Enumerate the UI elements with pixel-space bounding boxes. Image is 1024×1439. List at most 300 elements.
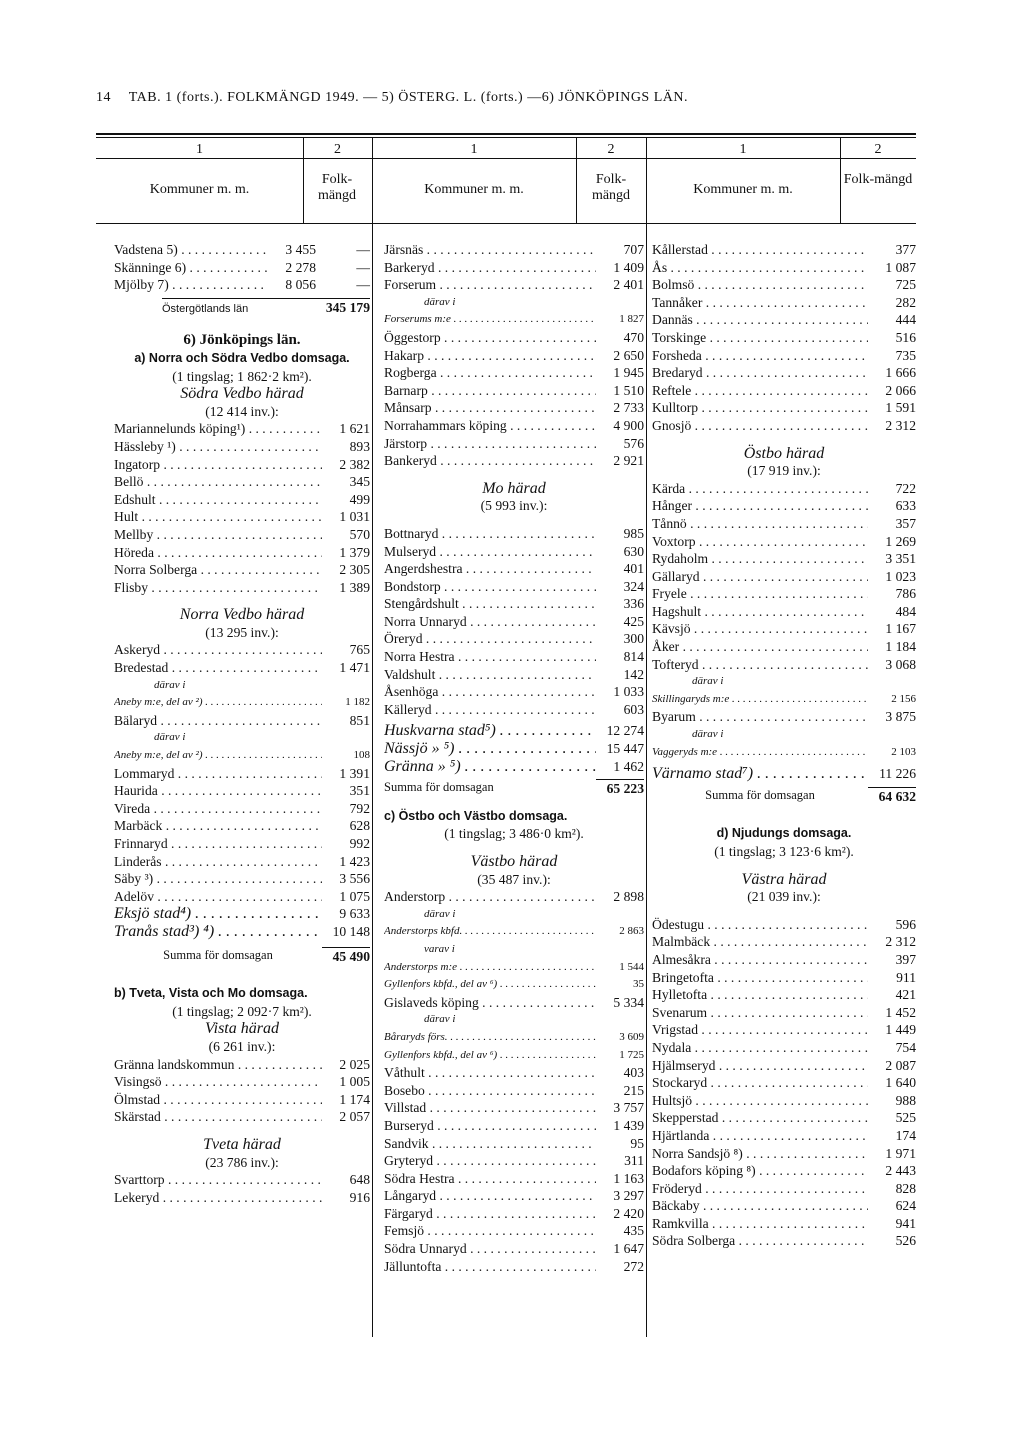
table-row xyxy=(652,550,916,568)
row-name: Gränna landskommun . . . xyxy=(114,1056,322,1074)
row-value: 1 075 xyxy=(339,888,370,904)
row-name: Öggestorp . . . xyxy=(384,329,596,347)
col-number: 2 xyxy=(334,142,341,157)
harad-inhabitants: (12 414 inv.): xyxy=(205,403,279,419)
row-name: Anderstorps kbfd. . . . xyxy=(384,923,596,941)
sub-row xyxy=(114,694,370,712)
domsaga-heading: d) Njudungs domsaga. xyxy=(716,826,852,841)
rows xyxy=(652,480,916,762)
table-row xyxy=(384,241,644,259)
harad-inhabitants: (35 487 inv.): xyxy=(477,871,551,887)
row-name: Forserum . . . xyxy=(384,276,596,294)
row-value: 8 056 xyxy=(285,277,316,293)
table-row xyxy=(114,526,370,544)
row-name: Hånger . . . xyxy=(652,497,868,515)
table-row xyxy=(652,1057,916,1075)
row-name: Norra Sandsjö ⁸) . . . xyxy=(652,1145,868,1163)
row-value: 2 733 xyxy=(613,400,644,416)
table-row xyxy=(652,276,916,294)
row-value xyxy=(868,673,916,691)
row-name: Skänninge 6) . . . xyxy=(114,259,268,277)
row-value: 3 757 xyxy=(613,1100,644,1116)
sub-row xyxy=(384,906,644,924)
table-row xyxy=(384,578,644,596)
table-row xyxy=(384,259,644,277)
table-row xyxy=(652,969,916,987)
row-value: 1 167 xyxy=(885,621,916,637)
row-value: 1 449 xyxy=(885,1022,916,1038)
row-name: Ödestugu . . . xyxy=(652,916,868,934)
col-heading-kommuner: Kommuner m. m. xyxy=(149,182,250,197)
row-name: Almesåkra . . . xyxy=(652,951,868,969)
row-name: Vrigstad . . . xyxy=(652,1021,868,1039)
row-value: 5 334 xyxy=(613,994,644,1010)
table-row xyxy=(384,382,644,400)
row-value: 1 423 xyxy=(339,853,370,869)
row-value: 570 xyxy=(349,526,370,542)
row-name: Färgaryd . . . xyxy=(384,1205,596,1223)
city-row xyxy=(384,758,644,776)
table-row xyxy=(384,701,644,719)
row-value: 1 163 xyxy=(613,1170,644,1186)
domsaga-heading: b) Tveta, Vista och Mo domsaga. xyxy=(114,986,308,1001)
row-name: Bankeryd . . . xyxy=(384,452,596,470)
row-name: Byarum . . . xyxy=(652,708,868,726)
row-name: Ölmstad . . . xyxy=(114,1091,322,1109)
county-value: 345 179 xyxy=(325,299,370,315)
table-row xyxy=(114,1189,370,1207)
domsaga-heading: a) Norra och Södra Vedbo domsaga. xyxy=(134,350,350,365)
tingslag-note: (1 tingslag; 2 092·7 km²). xyxy=(172,1003,312,1019)
row-extra: — xyxy=(356,277,370,293)
row-name: Angerdshestra . . . xyxy=(384,560,596,578)
table-row xyxy=(652,515,916,533)
table-row xyxy=(384,1240,644,1258)
table-row xyxy=(384,630,644,648)
table-row xyxy=(652,1004,916,1022)
row-value: 2 057 xyxy=(339,1109,370,1125)
row-value: 336 xyxy=(623,596,644,612)
row-value: 1 510 xyxy=(613,382,644,398)
row-value: 108 xyxy=(353,749,370,762)
row-name: Kållerstad . . . xyxy=(652,241,868,259)
row-name: Hjälmseryd . . . xyxy=(652,1057,868,1075)
rows xyxy=(114,1056,370,1126)
county-title: 6) Jönköpings län. xyxy=(183,332,301,349)
row-value: 2 156 xyxy=(891,692,916,705)
rows xyxy=(384,525,644,719)
row-value: 630 xyxy=(623,543,644,559)
table-row xyxy=(384,347,644,365)
table-row xyxy=(384,888,644,906)
row-name: Lommaryd . . . xyxy=(114,765,322,783)
row-name: Kulltorp . . . xyxy=(652,399,868,417)
row-name: Hult . . . xyxy=(114,508,322,526)
row-name: Skärstad . . . xyxy=(114,1108,322,1126)
row-value: 916 xyxy=(349,1189,370,1205)
row-value: 3 351 xyxy=(885,551,916,567)
row-value: 1 389 xyxy=(339,579,370,595)
row-value xyxy=(868,726,916,744)
table-row xyxy=(114,888,370,906)
row-value: 142 xyxy=(623,666,644,682)
table-row xyxy=(652,382,916,400)
summa-label: Summa för domsagan xyxy=(384,780,494,795)
row-value: 985 xyxy=(623,525,644,541)
row-name: därav i xyxy=(692,728,724,741)
row-value: 174 xyxy=(895,1127,916,1143)
row-name: Gnosjö . . . xyxy=(652,417,868,435)
row-name: Kärda . . . xyxy=(652,480,868,498)
table-row xyxy=(652,1109,916,1127)
row-value: 1 182 xyxy=(345,696,370,709)
row-value: 786 xyxy=(895,586,916,602)
city-value: 15 447 xyxy=(606,741,644,757)
row-name: Öreryd . . . xyxy=(384,630,596,648)
row-value: 633 xyxy=(895,498,916,514)
row-value: 992 xyxy=(349,836,370,851)
row-value: 2 401 xyxy=(613,277,644,293)
table-row xyxy=(384,595,644,613)
table-row xyxy=(652,1215,916,1233)
table-row xyxy=(384,417,644,435)
row-name: Mariannelunds köping¹) . . . xyxy=(114,420,322,438)
sub-row xyxy=(114,677,370,695)
sub-row xyxy=(384,311,644,329)
table-row xyxy=(652,1039,916,1057)
row-name: Järstorp . . . xyxy=(384,435,596,453)
row-name: Båraryds förs. . . . xyxy=(384,1029,596,1047)
row-value: 3 609 xyxy=(619,1030,644,1043)
row-name: Dannäs . . . xyxy=(652,311,868,329)
row-value xyxy=(596,941,644,959)
table-row xyxy=(652,1127,916,1145)
county-label: Östergötlands län xyxy=(162,302,249,315)
column-2 xyxy=(384,241,644,1275)
row-value: 1 647 xyxy=(613,1241,644,1257)
row-value: 893 xyxy=(349,438,370,454)
row-value: 814 xyxy=(623,649,644,665)
table-row xyxy=(114,473,370,491)
table-row xyxy=(114,438,370,456)
sub-row xyxy=(652,691,916,709)
row-name: Fröderyd . . . xyxy=(652,1180,868,1198)
row-name: Bosebo . . . xyxy=(384,1082,596,1100)
table-row xyxy=(384,613,644,631)
table-row xyxy=(652,1162,916,1180)
row-value xyxy=(596,1011,644,1029)
top-rule-thin xyxy=(96,137,916,138)
row-name: därav i xyxy=(424,295,456,308)
col-heading-folkmangd: Folk-mängd xyxy=(317,172,357,203)
summa-value: 65 223 xyxy=(596,779,644,798)
col-heading-kommuner: Kommuner m. m. xyxy=(693,182,793,197)
row-name: Mulseryd . . . xyxy=(384,543,596,561)
row-name: Södra Unnaryd . . . xyxy=(384,1240,596,1258)
col-number: 1 xyxy=(196,142,203,157)
row-value: 272 xyxy=(623,1258,644,1274)
row-name: Flisby . . . xyxy=(114,579,322,597)
row-value: 3 068 xyxy=(885,656,916,672)
row-name: Svarttorp . . . xyxy=(114,1171,322,1189)
row-extra: — xyxy=(356,242,370,257)
table-row xyxy=(384,648,644,666)
row-name: Fryele . . . xyxy=(652,585,868,603)
row-value xyxy=(322,729,370,747)
row-value: 2 420 xyxy=(613,1205,644,1221)
col-divider xyxy=(646,137,647,1337)
row-value: 851 xyxy=(349,712,370,728)
page-title: TAB. 1 (forts.). FOLKMÄNGD 1949. — 5) ÖSTERG. L. (forts.) —6) JÖNKÖPINGS LÄN. xyxy=(128,90,688,105)
table-row xyxy=(652,480,916,498)
row-value: 444 xyxy=(895,312,916,328)
row-value: 1 033 xyxy=(613,684,644,700)
city-value: 1 462 xyxy=(613,758,644,774)
city-name: Gränna » ⁵) . . . xyxy=(384,758,596,776)
table-row xyxy=(114,241,370,259)
col-heading-folkmangd: Folk-mängd xyxy=(591,172,631,203)
table-row xyxy=(384,1064,644,1082)
harad-inhabitants: (23 786 inv.): xyxy=(205,1154,279,1170)
row-name: Valdshult . . . xyxy=(384,666,596,684)
row-name: Forserums m:e . . . xyxy=(384,311,596,329)
row-value: 397 xyxy=(895,951,916,967)
row-name: Gyllenfors kbfd., del av ⁶) . . . xyxy=(384,976,596,994)
table-row xyxy=(652,311,916,329)
rows xyxy=(114,641,370,905)
row-name: varav i xyxy=(424,942,455,955)
row-value: 2 025 xyxy=(339,1056,370,1072)
rows xyxy=(652,916,916,1250)
rows xyxy=(652,241,916,435)
row-value: 215 xyxy=(623,1082,644,1098)
summa-label: Summa för domsagan xyxy=(705,787,815,802)
row-name: Voxtorp . . . xyxy=(652,533,868,551)
row-value: 1 379 xyxy=(339,544,370,560)
row-value: 377 xyxy=(895,242,916,257)
row-value: 345 xyxy=(349,474,370,490)
row-name: Rydaholm . . . xyxy=(652,550,868,568)
row-name: Åker . . . xyxy=(652,638,868,656)
row-name: Bälaryd . . . xyxy=(114,712,322,730)
table-row xyxy=(652,259,916,277)
table-row xyxy=(384,1152,644,1170)
page-number: 14 xyxy=(96,90,111,105)
row-name: Villstad . . . xyxy=(384,1099,596,1117)
harad-heading: Västbo härad xyxy=(470,853,558,870)
table-row xyxy=(652,497,916,515)
table-row xyxy=(652,585,916,603)
sub-row xyxy=(384,294,644,312)
table-row xyxy=(652,294,916,312)
row-name: Skillingaryds m:e . . . xyxy=(652,691,868,709)
city-value: 9 633 xyxy=(339,906,370,922)
table-row xyxy=(114,1056,370,1074)
table-row xyxy=(652,347,916,365)
row-value: 351 xyxy=(349,783,370,799)
domsaga-heading: c) Östbo och Västbo domsaga. xyxy=(384,808,568,823)
row-value: 1 971 xyxy=(885,1145,916,1161)
row-name: Ås . . . xyxy=(652,259,868,277)
col-number: 2 xyxy=(607,142,615,157)
row-name: Bolmsö . . . xyxy=(652,276,868,294)
row-name: Våthult . . . xyxy=(384,1064,596,1082)
row-name: Bredaryd . . . xyxy=(652,364,868,382)
summa-value: 45 490 xyxy=(322,947,370,966)
sub-row xyxy=(114,747,370,765)
row-name: därav i xyxy=(424,907,456,920)
row-value: 1 471 xyxy=(339,660,370,676)
table-row xyxy=(384,1222,644,1240)
row-name: Hultsjö . . . xyxy=(652,1092,868,1110)
sub-row xyxy=(114,729,370,747)
harad-inhabitants: (21 039 inv.): xyxy=(747,889,821,905)
row-name: Bäckaby . . . xyxy=(652,1197,868,1215)
city-row xyxy=(114,905,370,923)
city-value: 10 148 xyxy=(332,923,370,939)
sub-row xyxy=(384,959,644,977)
row-name: Gällaryd . . . xyxy=(652,568,868,586)
row-value: 1 087 xyxy=(885,259,916,275)
row-value: 603 xyxy=(623,701,644,717)
table-row xyxy=(652,603,916,621)
table-row xyxy=(652,533,916,551)
table-row xyxy=(652,1021,916,1039)
row-value: 526 xyxy=(895,1233,916,1249)
city-name: Tranås stad³) ⁴) . . . xyxy=(114,923,322,941)
row-name: Långaryd . . . xyxy=(384,1187,596,1205)
row-value: 311 xyxy=(624,1153,644,1169)
row-value: 2 312 xyxy=(885,934,916,950)
col-number: 1 xyxy=(739,142,747,157)
table-row xyxy=(114,1171,370,1189)
table-row xyxy=(114,765,370,783)
city-row xyxy=(114,923,370,941)
row-name: Bodafors köping ⁸) . . . xyxy=(652,1162,868,1180)
sub-row xyxy=(384,976,644,994)
row-value: 1 827 xyxy=(619,313,644,326)
row-value: 499 xyxy=(349,491,370,507)
table-row xyxy=(384,1170,644,1188)
row-name: Kävsjö . . . xyxy=(652,620,868,638)
table-row xyxy=(652,417,916,435)
row-value: 1 174 xyxy=(339,1091,370,1107)
row-name: Hässleby ¹) . . . xyxy=(114,438,322,456)
row-name: Femsjö . . . xyxy=(384,1222,596,1240)
col-heading-kommuner: Kommuner m. m. xyxy=(424,182,524,197)
row-value: 484 xyxy=(895,603,916,619)
table-row xyxy=(114,1073,370,1091)
table-row xyxy=(384,452,644,470)
row-name: Bredestad . . . xyxy=(114,659,322,677)
sub-row xyxy=(652,673,916,691)
row-value: 2 312 xyxy=(885,417,916,433)
table-row xyxy=(652,1180,916,1198)
table-row xyxy=(652,656,916,674)
row-value: 628 xyxy=(349,818,370,834)
table-row xyxy=(652,1074,916,1092)
row-name: Nydala . . . xyxy=(652,1039,868,1057)
row-value: 2 305 xyxy=(339,562,370,578)
table-row xyxy=(652,708,916,726)
city-value: 12 274 xyxy=(606,723,644,739)
row-value: 324 xyxy=(623,578,644,594)
row-name: Anderstorp . . . xyxy=(384,888,596,906)
row-value: 765 xyxy=(349,642,370,658)
harad-heading: Norra Vedbo härad xyxy=(179,606,305,624)
city-name: Huskvarna stad⁵) . . . xyxy=(384,722,596,740)
row-name: Tofteryd . . . xyxy=(652,656,868,674)
row-name: Askeryd . . . xyxy=(114,641,322,659)
row-value: 3 455 xyxy=(285,242,316,257)
row-name: Frinnaryd . . . xyxy=(114,835,322,853)
row-name: Norra Solberga . . . xyxy=(114,561,322,579)
table-row xyxy=(652,399,916,417)
table-row xyxy=(384,1135,644,1153)
sub-row xyxy=(384,1011,644,1029)
row-name: Bellö . . . xyxy=(114,473,322,491)
harad-heading: Vista härad xyxy=(205,1020,279,1038)
row-name: Södra Solberga . . . xyxy=(652,1232,868,1250)
table-row xyxy=(384,994,644,1012)
row-value: 735 xyxy=(895,347,916,363)
harad-heading: Mo härad xyxy=(482,479,546,497)
harad-inhabitants: (13 295 inv.): xyxy=(205,624,279,640)
row-name: Norra Hestra . . . xyxy=(384,648,596,666)
row-value: 1 666 xyxy=(885,365,916,381)
table-row xyxy=(114,1108,370,1126)
row-name: Aneby m:e, del av ²) . . . xyxy=(114,747,322,765)
harad-heading: Södra Vedbo härad xyxy=(180,385,304,403)
table-row xyxy=(652,241,916,259)
row-value: 3 875 xyxy=(885,709,916,725)
row-name: Norra Unnaryd . . . xyxy=(384,613,596,631)
row-name: Ramkvilla . . . xyxy=(652,1215,868,1233)
row-name: Malmbäck . . . xyxy=(652,933,868,951)
row-name: Höreda . . . xyxy=(114,544,322,562)
row-name: Lekeryd . . . xyxy=(114,1189,322,1207)
table-row xyxy=(114,276,370,294)
row-name: Hagshult . . . xyxy=(652,603,868,621)
row-value: 1 621 xyxy=(339,421,370,437)
table-row xyxy=(384,276,644,294)
row-name: Tånnö . . . xyxy=(652,515,868,533)
row-name: Torskinge . . . xyxy=(652,329,868,347)
row-name: därav i xyxy=(424,1013,456,1026)
row-name: Linderås . . . xyxy=(114,853,322,871)
row-name: Adelöv . . . xyxy=(114,888,322,906)
row-value: 2 650 xyxy=(613,347,644,363)
table-row xyxy=(384,1205,644,1223)
table-row xyxy=(652,933,916,951)
tingslag-note: (1 tingslag; 3 123·6 km²). xyxy=(714,844,854,859)
table-row xyxy=(384,683,644,701)
row-value: 2 443 xyxy=(885,1163,916,1179)
row-name: Stockaryd . . . xyxy=(652,1074,868,1092)
row-name: Edshult . . . xyxy=(114,491,322,509)
row-name: Visingsö . . . xyxy=(114,1073,322,1091)
row-name: Vaggeryds m:e . . . xyxy=(652,744,868,762)
sub-row xyxy=(384,1029,644,1047)
table-row xyxy=(114,1091,370,1109)
row-name: därav i xyxy=(154,678,186,691)
row-name: Vadstena 5) . . . xyxy=(114,241,268,259)
row-value: 3 556 xyxy=(339,871,370,887)
rows xyxy=(384,888,644,1275)
row-value: 2 278 xyxy=(285,259,316,275)
county-total-row xyxy=(162,298,370,319)
table-row xyxy=(384,543,644,561)
